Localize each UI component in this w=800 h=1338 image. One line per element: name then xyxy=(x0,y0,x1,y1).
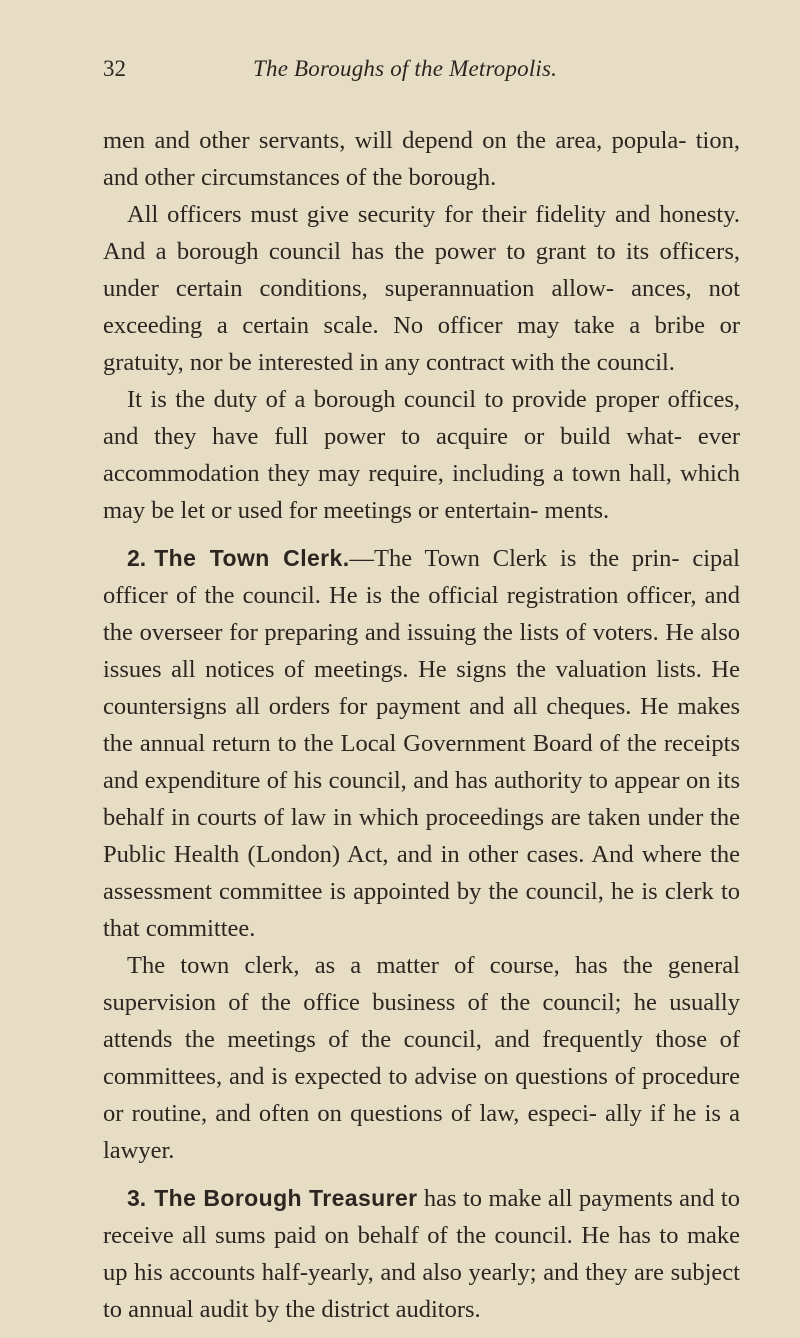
section-number: 3. xyxy=(127,1185,147,1211)
page-number: 32 xyxy=(103,56,126,81)
body-text xyxy=(103,122,740,1328)
section-heading-town-clerk: The Town Clerk. xyxy=(154,545,350,571)
paragraph-town-clerk-supervision: The town clerk, as a matter of course, has the general supervision of the office business of the council; he usually attends the meetings of the council, and frequently those of committees, and is expected to advise on questions of procedure or routine, and often on questions of law, especi- ally if he is a lawyer. xyxy=(103,952,740,1164)
running-header xyxy=(103,52,740,86)
running-title: The Boroughs of the Metropolis. xyxy=(253,56,558,81)
paragraph-offices-duty: It is the duty of a borough council to provide proper offices, and they have full power to acquire or build what- ever accommodation they may require, including a town hall, which may be let or used for meetings or entertain- ments. xyxy=(103,386,740,524)
paragraph-town-clerk xyxy=(103,540,740,947)
paragraph-servants: men and other servants, will depend on the area, popula- tion, and other circumstances of the borough. xyxy=(103,127,740,191)
section-heading-treasurer: The Borough Treasurer xyxy=(154,1185,418,1211)
paragraph-treasurer xyxy=(103,1180,740,1328)
paragraph-officers-security: All officers must give security for their fidelity and honesty. And a borough council has the power to grant to its officers, under certain conditions, superannuation allow- ances, not exceeding a certain scale. No officer may take a bribe or gratuity, nor be interested in any contract with the council. xyxy=(103,201,740,376)
section-town-clerk xyxy=(103,540,740,1169)
section-number: 2. xyxy=(127,545,147,571)
section-treasurer xyxy=(103,1180,740,1328)
treasurer-text: has to make all payments and to receive all sums paid on behalf of the council. He has to make up his accounts half-yearly, and also yearly; and they are subject to annual audit by the district auditors. xyxy=(103,1185,740,1323)
town-clerk-text: —The Town Clerk is the prin- cipal officer of the council. He is the official registration officer, and the overseer for preparing and issuing the lists of voters. He also issues all notices of meetings. He signs the valuation lists. He countersigns all orders for payment and all cheques. He makes the annual return to the Local Government Board of the receipts and expenditure of his council, and has authority to appear on its behalf in courts of law in which proceedings are taken under the Public Health (London) Act, and in other cases. And where the assessment committee is appointed by the council, he is clerk to that committee. xyxy=(103,545,740,942)
